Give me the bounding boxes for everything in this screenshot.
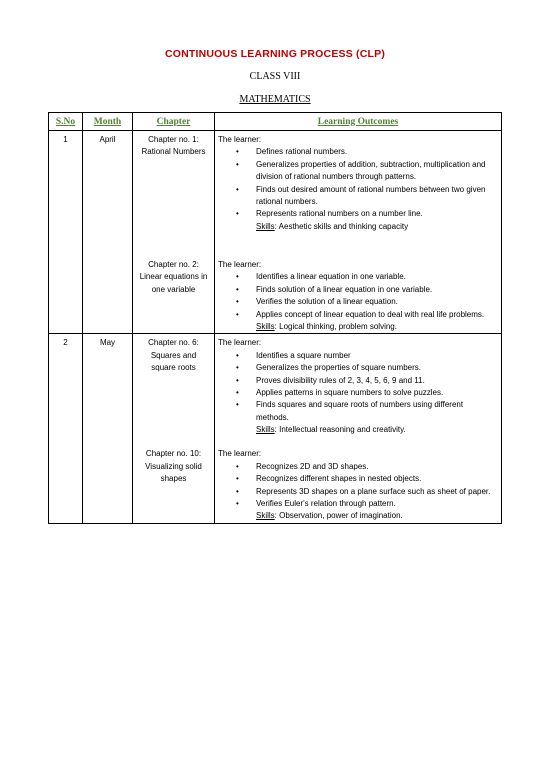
- learner-label: The learner:: [218, 338, 262, 348]
- chapter-name: Chapter no. 2: Linear equations in one variable: [139, 260, 208, 294]
- outcome-item: • Finds solution of a linear equation in one variable.: [217, 284, 499, 296]
- outcome-list: [217, 146, 499, 220]
- outcome-item: • Identifies a square number: [217, 350, 499, 362]
- column-header-sno: S.No: [49, 113, 83, 131]
- outcome-list: [217, 271, 499, 321]
- skills-text: : Intellectual reasoning and creativity.: [274, 425, 406, 435]
- outcome-block: [217, 448, 499, 522]
- skills-line: [217, 221, 499, 233]
- chapter-name: Chapter no. 1: Rational Numbers: [141, 135, 206, 157]
- column-header-chapter: Chapter: [133, 113, 215, 131]
- learner-label: The learner:: [218, 260, 262, 269]
- table-row: [49, 334, 502, 523]
- outcome-list: [217, 350, 499, 424]
- row-sno: 1: [49, 131, 83, 334]
- outcome-block: [217, 134, 499, 245]
- outcome-item: • Recognizes 2D and 3D shapes.: [217, 461, 499, 473]
- skills-line: [217, 510, 499, 522]
- table-header-row: [49, 113, 502, 131]
- skills-label: Skills: [256, 511, 275, 521]
- outcome-item: • Verifies Euler's relation through pattern.: [217, 498, 499, 510]
- subject-label: MATHEMATICS: [239, 94, 311, 105]
- learner-label: The learner:: [218, 135, 262, 144]
- outcome-block: [217, 259, 499, 333]
- row-chapters: [133, 334, 215, 523]
- outcome-list: [217, 461, 499, 511]
- outcome-block: [217, 337, 499, 434]
- skills-label: Skills: [256, 425, 275, 435]
- skills-label: Skills: [256, 322, 275, 332]
- skills-line: [217, 321, 499, 333]
- skills-text: : Observation, power of imagination.: [274, 511, 403, 521]
- clp-table: [48, 112, 502, 524]
- outcome-item: • Identifies a linear equation in one variable.: [217, 271, 499, 283]
- row-sno: 2: [49, 334, 83, 523]
- row-month: April: [83, 131, 133, 334]
- document-title: CONTINUOUS LEARNING PROCESS (CLP): [164, 48, 386, 60]
- outcome-item: • Represents 3D shapes on a plane surface such as sheet of paper.: [217, 486, 499, 498]
- learner-label: The learner:: [218, 449, 262, 459]
- chapter-name: Chapter no. 6: Squares and square roots: [148, 338, 199, 373]
- row-month: May: [83, 334, 133, 523]
- outcome-item: • Applies patterns in square numbers to solve puzzles.: [217, 387, 499, 399]
- outcome-item: • Finds squares and square roots of numbers using different methods.: [217, 399, 499, 424]
- outcome-item: • Recognizes different shapes in nested objects.: [217, 473, 499, 485]
- outcome-item: • Applies concept of linear equation to deal with real life problems.: [217, 309, 499, 321]
- chapter-name: Chapter no. 10: Visualizing solid shapes: [145, 449, 202, 484]
- skills-text: : Logical thinking, problem solving.: [274, 322, 397, 332]
- row-chapters: [133, 131, 215, 334]
- outcome-item: • Represents rational numbers on a number line.: [217, 208, 499, 220]
- outcome-item: • Verifies the solution of a linear equation.: [217, 296, 499, 308]
- outcome-item: • Proves divisibility rules of 2, 3, 4, 5, 6, 9 and 11.: [217, 375, 499, 387]
- column-header-learning-outcomes: Learning Outcomes: [215, 113, 502, 131]
- outcome-item: • Finds out desired amount of rational numbers between two given rational numbers.: [217, 184, 499, 209]
- row-learning-outcomes: [215, 131, 502, 334]
- skills-text: : Aesthetic skills and thinking capacity: [274, 221, 409, 231]
- class-label: CLASS VIII: [249, 71, 301, 82]
- table-row: [49, 131, 502, 334]
- column-header-month: Month: [83, 113, 133, 131]
- skills-line: [217, 424, 499, 436]
- skills-label: Skills: [256, 221, 275, 231]
- outcome-item: • Generalizes the properties of square numbers.: [217, 362, 499, 374]
- outcome-item: • Defines rational numbers.: [217, 146, 499, 158]
- row-learning-outcomes: [215, 334, 502, 523]
- outcome-item: • Generalizes properties of addition, subtraction, multiplication and division of rational numbers through patterns.: [217, 159, 499, 184]
